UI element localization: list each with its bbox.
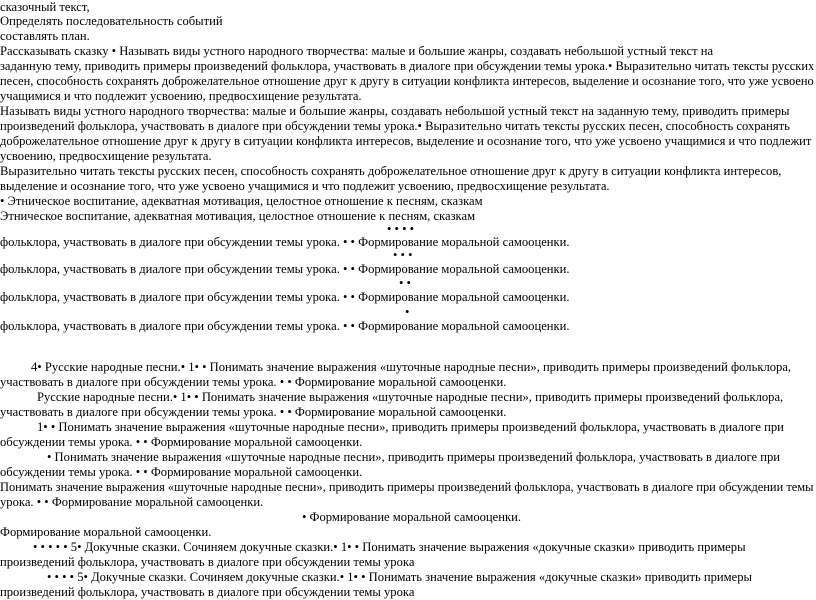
text-line: • Формирование моральной самооценки. xyxy=(302,510,521,524)
text-line: • xyxy=(405,305,410,319)
text-line: • Этническое воспитание, адекватная мотивация, целостное отношение к песням, сказкам xyxy=(0,194,483,208)
text-line: фольклора, участвовать в диалоге при обсуждении темы урока. • • Формирование моральной самооценки. xyxy=(0,319,570,333)
text-line: Формирование моральной самооценки. xyxy=(0,525,212,539)
text-line: • • • xyxy=(393,248,413,262)
text-line: Этническое воспитание, адекватная мотивация, целостное отношение к песням, сказкам xyxy=(0,209,476,223)
text-line: Русские народные песни.• 1• • Понимать значение выражения «шуточные народные песни», приводить примеры произведений фольклора, xyxy=(37,390,784,404)
text-line: • • • • xyxy=(387,222,415,236)
text-line: • • xyxy=(399,276,411,290)
text-line: обсуждении темы урока. • • Формирование моральной самооценки. xyxy=(0,465,363,479)
text-line: фольклора, участвовать в диалоге при обсуждении темы урока. • • Формирование моральной самооценки. xyxy=(0,235,570,249)
text-line: Называть виды устного народного творчества: малые и большие жанры, создавать небольшой устный текст на заданную тему, приводить примеры xyxy=(0,104,790,118)
text-line: 4• Русские народные песни.• 1• • Понимать значение выражения «шуточные народные песни», приводить примеры произведений фольклора, xyxy=(31,360,792,374)
text-line: Определять последовательность событий xyxy=(0,14,223,28)
text-line: произведений фольклора, участвовать в диалоге при обсуждении темы урока.• Выразительно читать тексты русских песен, способность сохранять xyxy=(0,119,790,133)
text-line: 1• • Понимать значение выражения «шуточные народные песни», приводить примеры произведений фольклора, участвовать в диалоге при xyxy=(37,420,784,434)
text-line: участвовать в диалоге при обсуждении темы урока. • • Формирование моральной самооценки. xyxy=(0,405,507,419)
text-line: сказочный текст, xyxy=(0,0,90,14)
text-line: участвовать в диалоге при обсуждении темы урока. • • Формирование моральной самооценки. xyxy=(0,375,507,389)
text-line: фольклора, участвовать в диалоге при обсуждении темы урока. • • Формирование моральной самооценки. xyxy=(0,290,570,304)
text-line: произведений фольклора, участвовать в диалоге при обсуждении темы урока xyxy=(0,585,415,599)
text-line: усвоению, предвосхищение результата. xyxy=(0,149,212,163)
text-line: обсуждении темы урока. • • Формирование моральной самооценки. xyxy=(0,435,363,449)
text-line: • Понимать значение выражения «шуточные народные песни», приводить примеры произведений фольклора, участвовать в диалоге при xyxy=(47,450,781,464)
text-line: составлять план. xyxy=(0,29,90,43)
text-line: • • • • 5• Докучные сказки. Сочиняем докучные сказки.• 1• • Понимать значение выражения «докучные сказки» приводить примеры xyxy=(47,570,752,584)
text-line: произведений фольклора, участвовать в диалоге при обсуждении темы урока xyxy=(0,555,415,569)
text-line: учащимися и что подлежит усвоению, предвосхищение результата. xyxy=(0,89,362,103)
text-line: урока. • • Формирование моральной самооценки. xyxy=(0,495,264,509)
text-line: Выразительно читать тексты русских песен, способность сохранять доброжелательное отношение друг к другу в ситуации конфликта интересов, xyxy=(0,164,782,178)
text-line: Рассказывать сказку • Называть виды устного народного творчества: малые и большие жанры, создавать небольшой устный текст на xyxy=(0,44,714,58)
text-line: доброжелательное отношение друг к другу в ситуации конфликта интересов, выделение и осознание того, что уже усвоено учащимися и что подлежит xyxy=(0,134,812,148)
text-line: песен, способность сохранять доброжелательное отношение друг к другу в ситуации конфликта интересов, выделение и осознание того, что уже усвоено xyxy=(0,74,814,88)
text-line: Понимать значение выражения «шуточные народные песни», приводить примеры произведений фольклора, участвовать в диалоге при обсуждении темы xyxy=(0,480,814,494)
text-line: • • • • • 5• Докучные сказки. Сочиняем докучные сказки.• 1• • Понимать значение выражения «докучные сказки» приводить примеры xyxy=(33,540,746,554)
text-line: заданную тему, приводить примеры произведений фольклора, участвовать в диалоге при обсуждении темы урока.• Выразительно читать тексты русских xyxy=(0,59,815,73)
text-line: выделение и осознание того, что уже усвоено учащимися и что подлежит усвоению, предвосхищение результата. xyxy=(0,179,610,193)
text-line: фольклора, участвовать в диалоге при обсуждении темы урока. • • Формирование моральной самооценки. xyxy=(0,262,570,276)
